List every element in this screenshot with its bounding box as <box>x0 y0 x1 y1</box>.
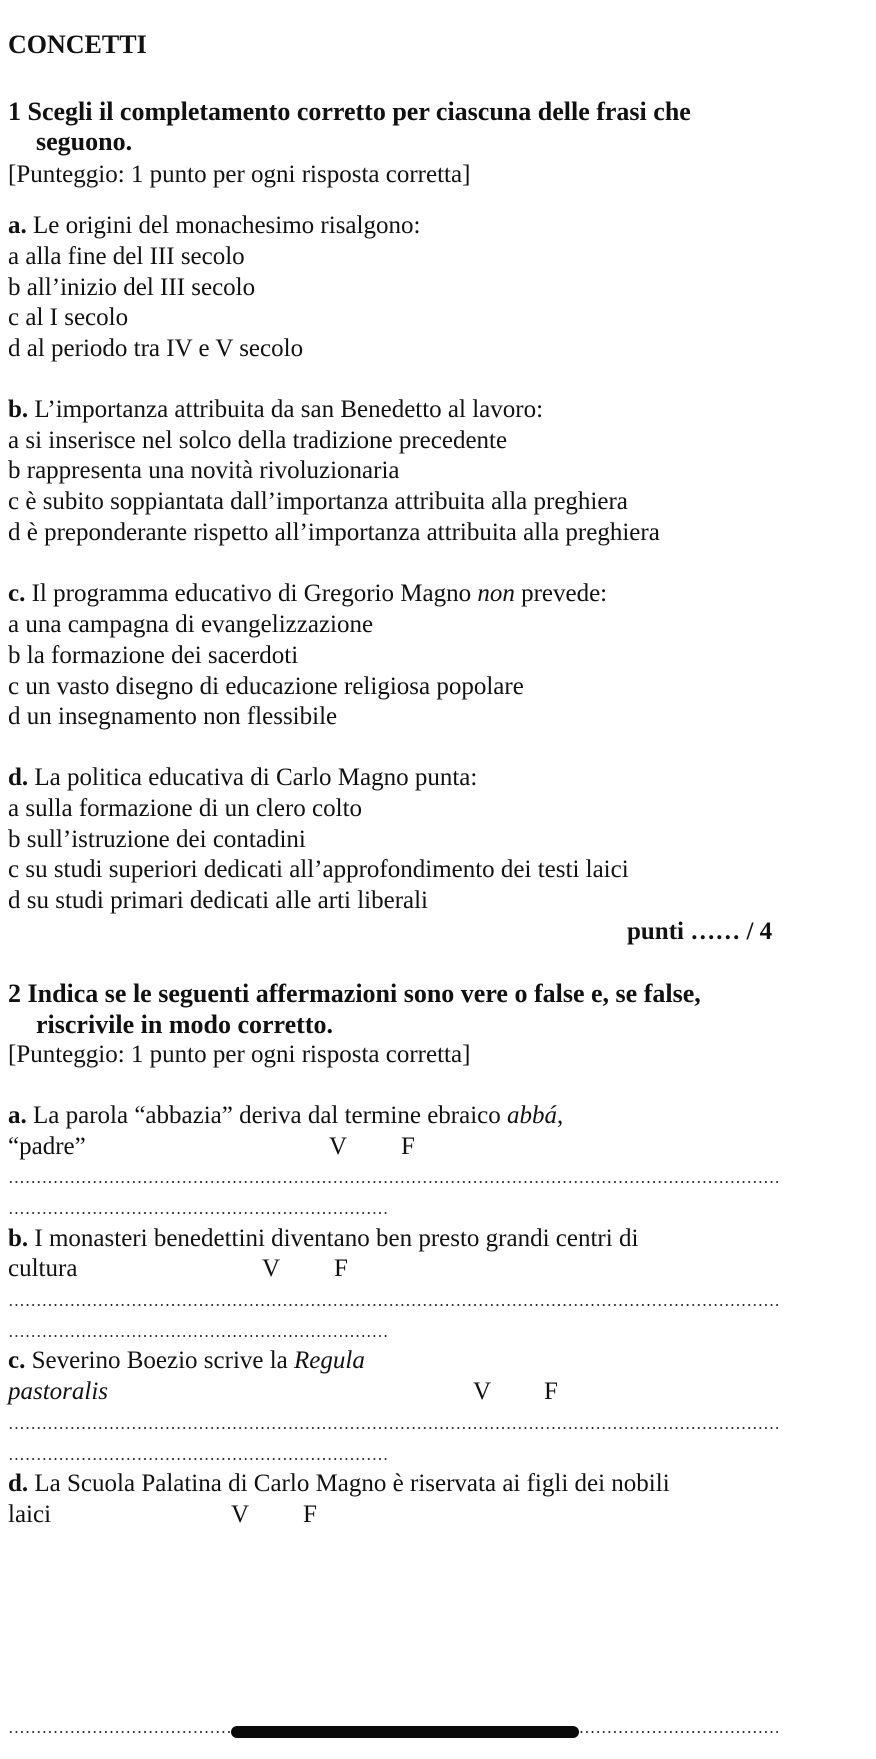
statement-title: Regula <box>294 1347 365 1374</box>
statement-b-text-continued: cultura <box>8 1255 78 1282</box>
question-c-option-a[interactable]: a una campagna di evangelizzazione <box>8 611 374 638</box>
exercise-2-title: 2 Indica se le seguenti affermazioni sono vere o false e, se false, <box>8 979 701 1008</box>
statement-b-answer-line-2[interactable] <box>8 1335 390 1337</box>
statement-label: d. <box>8 1470 29 1497</box>
question-text: Il programma educativo di Gregorio Magno <box>25 580 478 607</box>
section-title: CONCETTI <box>8 30 147 59</box>
question-c-option-d[interactable]: d un insegnamento non flessibile <box>8 703 338 730</box>
home-indicator[interactable] <box>231 1726 579 1738</box>
exercise-1-title-continued: seguono. <box>36 127 133 156</box>
question-b-option-c[interactable]: c è subito soppiantata dall’importanza attribuita alla preghiera <box>8 488 628 515</box>
statement-c-true-option[interactable]: V <box>473 1378 492 1405</box>
statement-d-text-continued: laici <box>8 1501 52 1528</box>
question-label: c. <box>8 580 26 607</box>
statement-a-false-option[interactable]: F <box>401 1133 415 1160</box>
statement-a-text-continued: “padre” <box>8 1133 86 1160</box>
question-b-option-a[interactable]: a si inserisce nel solco della tradizione precedente <box>8 427 508 454</box>
statement-text: I monasteri benedettini diventano ben presto grandi centri di <box>28 1225 639 1252</box>
exercise-2-title-continued: riscrivile in modo corretto. <box>36 1010 333 1039</box>
question-text: L’importanza attribuita da san Benedetto al lavoro: <box>28 396 544 423</box>
question-text-emphasis: non <box>477 580 515 607</box>
question-label: b. <box>8 396 29 423</box>
question-d-option-d[interactable]: d su studi primari dedicati alle arti liberali <box>8 887 429 914</box>
question-a-option-d[interactable]: d al periodo tra IV e V secolo <box>8 335 304 362</box>
question-b-stem <box>8 395 543 425</box>
statement-c-text-continued: pastoralis <box>8 1378 109 1405</box>
statement-label: a. <box>8 1102 27 1129</box>
question-a-option-c[interactable]: c al I secolo <box>8 304 129 331</box>
question-d-option-b[interactable]: b sull’istruzione dei contadini <box>8 826 306 853</box>
statement-punct: , <box>557 1102 564 1129</box>
statement-a-answer-line-2[interactable] <box>8 1212 390 1214</box>
question-d-option-a[interactable]: a sulla formazione di un clero colto <box>8 795 363 822</box>
statement-b-answer-line-1[interactable] <box>8 1304 778 1306</box>
statement-label: b. <box>8 1225 29 1252</box>
question-label: a. <box>8 212 27 239</box>
question-c-option-b[interactable]: b la formazione dei sacerdoti <box>8 642 299 669</box>
question-a-option-b[interactable]: b all’inizio del III secolo <box>8 274 256 301</box>
statement-d-true-option[interactable]: V <box>231 1501 250 1528</box>
question-d-option-c[interactable]: c su studi superiori dedicati all’approfondimento dei testi laici <box>8 856 629 883</box>
question-c-option-c[interactable]: c un vasto disegno di educazione religiosa popolare <box>8 673 524 700</box>
question-b-option-d[interactable]: d è preponderante rispetto all’importanza attribuita alla preghiera <box>8 519 660 546</box>
statement-term: abbá <box>507 1102 558 1129</box>
statement-d-false-option[interactable]: F <box>303 1501 317 1528</box>
question-d-stem <box>8 763 477 793</box>
statement-text: La parola “abbazia” deriva dal termine ebraico <box>26 1102 508 1129</box>
question-text: La politica educativa di Carlo Magno punta: <box>28 764 478 791</box>
statement-text: La Scuola Palatina di Carlo Magno è riservata ai figli dei nobili <box>28 1470 670 1497</box>
statement-c-answer-line-1[interactable] <box>8 1427 778 1429</box>
statement-c-text <box>8 1346 365 1376</box>
question-text-end: prevede: <box>514 580 608 607</box>
exercise-1-points: punti …… / 4 <box>627 918 773 945</box>
question-a-option-a[interactable]: a alla fine del III secolo <box>8 243 245 270</box>
question-label: d. <box>8 764 29 791</box>
statement-d-text <box>8 1469 670 1499</box>
statement-a-answer-line-1[interactable] <box>8 1181 778 1183</box>
question-a-stem <box>8 211 420 241</box>
question-c-stem <box>8 579 607 609</box>
exercise-1-scoring: [Punteggio: 1 punto per ogni risposta corretta] <box>8 161 471 188</box>
statement-a-true-option[interactable]: V <box>329 1133 348 1160</box>
exercise-1-title: 1 Scegli il completamento corretto per ciascuna delle frasi che <box>8 97 691 126</box>
statement-text: Severino Boezio scrive la <box>25 1347 295 1374</box>
question-text: Le origini del monachesimo risalgono: <box>26 212 421 239</box>
question-b-option-b[interactable]: b rappresenta una novità rivoluzionaria <box>8 457 400 484</box>
statement-b-text <box>8 1224 638 1254</box>
statement-a-text <box>8 1101 563 1131</box>
statement-label: c. <box>8 1347 26 1374</box>
statement-b-true-option[interactable]: V <box>262 1255 281 1282</box>
statement-c-false-option[interactable]: F <box>544 1378 558 1405</box>
exercise-2-scoring: [Punteggio: 1 punto per ogni risposta corretta] <box>8 1041 471 1068</box>
statement-b-false-option[interactable]: F <box>334 1255 348 1282</box>
statement-c-answer-line-2[interactable] <box>8 1458 390 1460</box>
